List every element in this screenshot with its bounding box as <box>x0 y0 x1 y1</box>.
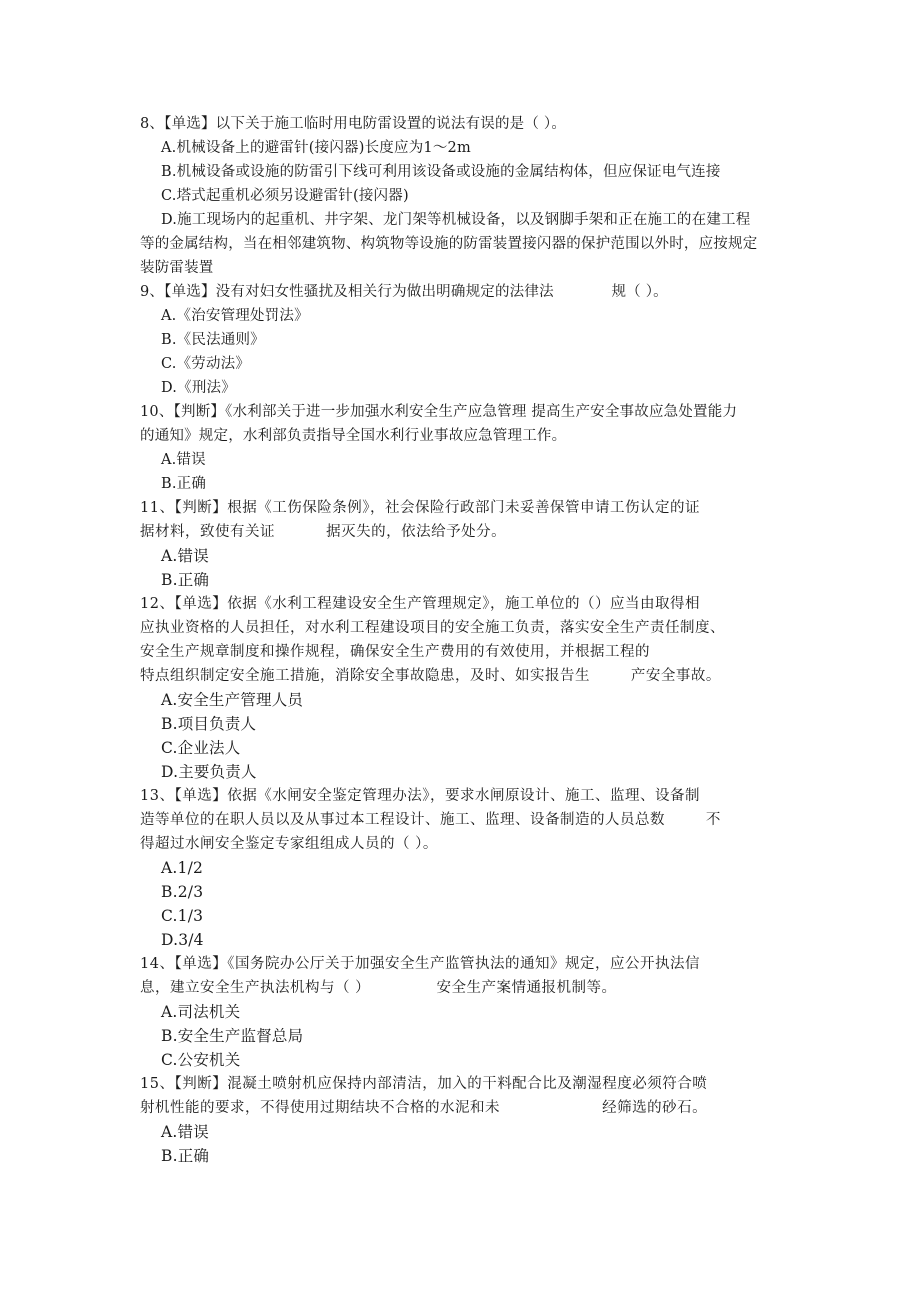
question-text: 11、【判断】根据《工伤保险条例》，社会保险行政部门未妥善保管申请工伤认定的证 <box>140 500 700 516</box>
option-b: B.安全生产监督总局 <box>161 1027 304 1045</box>
question-text: 据材料，致使有关证 据灭失的，依法给予处分。 <box>140 524 507 540</box>
option-a: A.机械设备上的避雷针(接闪器)长度应为1～2m <box>161 140 471 156</box>
question-text: 14、【单选】《国务院办公厅关于加强安全生产监管执法的通知》规定，应公开执法信 <box>140 956 700 972</box>
option-c: C.1/3 <box>161 907 204 925</box>
option-a: A.错误 <box>161 1123 209 1141</box>
question-text: 8、【单选】以下关于施工临时用电防雷设置的说法有误的是（ ）。 <box>140 116 567 132</box>
option-a: A.1/2 <box>161 859 204 877</box>
option-b: B.项目负责人 <box>161 715 257 733</box>
option-a: A.司法机关 <box>161 1003 241 1021</box>
question-text: 15、【判断】混凝土喷射机应保持内部清洁，加入的干料配合比及潮湿程度必须符合喷 <box>140 1076 708 1092</box>
option-c: C.企业法人 <box>161 739 241 757</box>
option-d-continued: 装防雷装置 <box>140 260 214 276</box>
question-text: 13、【单选】依据《水闸安全鉴定管理办法》，要求水闸原设计、施工、监理、设备制 <box>140 788 700 804</box>
question-8 <box>140 112 782 280</box>
question-list <box>140 112 782 1168</box>
question-text: 息，建立安全生产执法机构与（ ） 安全生产案情通报机制等。 <box>140 980 617 996</box>
option-d: D.主要负责人 <box>161 763 257 781</box>
question-15 <box>140 1072 782 1168</box>
question-text: 的通知》规定，水利部负责指导全国水利行业事故应急管理工作。 <box>140 428 567 444</box>
question-12 <box>140 592 782 784</box>
question-text: 应执业资格的人员担任，对水利工程建设项目的安全施工负责，落实安全生产责任制度、 <box>140 620 725 636</box>
question-text: 特点组织制定安全施工措施，消除安全事故隐患，及时、如实报告生 产安全事故。 <box>140 668 721 684</box>
option-d-continued: 等的金属结构，当在相邻建筑物、构筑物等设施的防雷装置接闪器的保护范围以外时，应按规定 <box>140 236 758 252</box>
option-b: B.正确 <box>161 1147 210 1165</box>
question-text: 9、【单选】没有对妇女性骚扰及相关行为做出明确规定的法律法 规（ ）。 <box>140 284 668 300</box>
question-text: 安全生产规章制度和操作规程，确保安全生产费用的有效使用，并根据工程的 <box>140 644 650 660</box>
option-c: C.塔式起重机必须另设避雷针(接闪器) <box>161 188 409 204</box>
question-14 <box>140 952 782 1072</box>
option-b: B.《民法通则》 <box>161 332 265 348</box>
option-b: B.机械设备或设施的防雷引下线可利用该设备或设施的金属结构体，但应保证电气连接 <box>161 164 721 180</box>
option-c: C.《劳动法》 <box>161 356 251 372</box>
option-a: A.安全生产管理人员 <box>161 691 304 709</box>
option-b: B.2/3 <box>161 883 204 901</box>
question-text: 得超过水闸安全鉴定专家组组成人员的（ ）。 <box>140 836 438 852</box>
option-d: D.3/4 <box>161 931 204 949</box>
option-b: B.正确 <box>161 476 207 492</box>
question-text: 12、【单选】依据《水利工程建设安全生产管理规定》，施工单位的（）应当由取得相 <box>140 596 700 612</box>
question-9 <box>140 280 782 400</box>
question-text: 射机性能的要求，不得使用过期结块不合格的水泥和未 经筛选的砂石。 <box>140 1100 708 1116</box>
option-d: D.施工现场内的起重机、井字架、龙门架等机械设备，以及钢脚手架和正在施工的在建工程 <box>161 212 751 228</box>
question-13 <box>140 784 782 952</box>
question-10 <box>140 400 782 496</box>
question-text: 造等单位的在职人员以及从事过本工程设计、施工、监理、设备制造的人员总数 不 <box>140 812 721 828</box>
option-a: A.错误 <box>161 547 209 565</box>
option-a: A.《治安管理处罚法》 <box>161 308 309 324</box>
option-d: D.《刑法》 <box>161 380 236 396</box>
option-c: C.公安机关 <box>161 1051 241 1069</box>
option-b: B.正确 <box>161 571 210 589</box>
option-a: A.错误 <box>161 452 206 468</box>
question-11 <box>140 496 782 592</box>
question-text: 10、【判断】《水利部关于进一步加强水利安全生产应急管理 提高生产安全事故应急处置能力 <box>140 404 738 420</box>
